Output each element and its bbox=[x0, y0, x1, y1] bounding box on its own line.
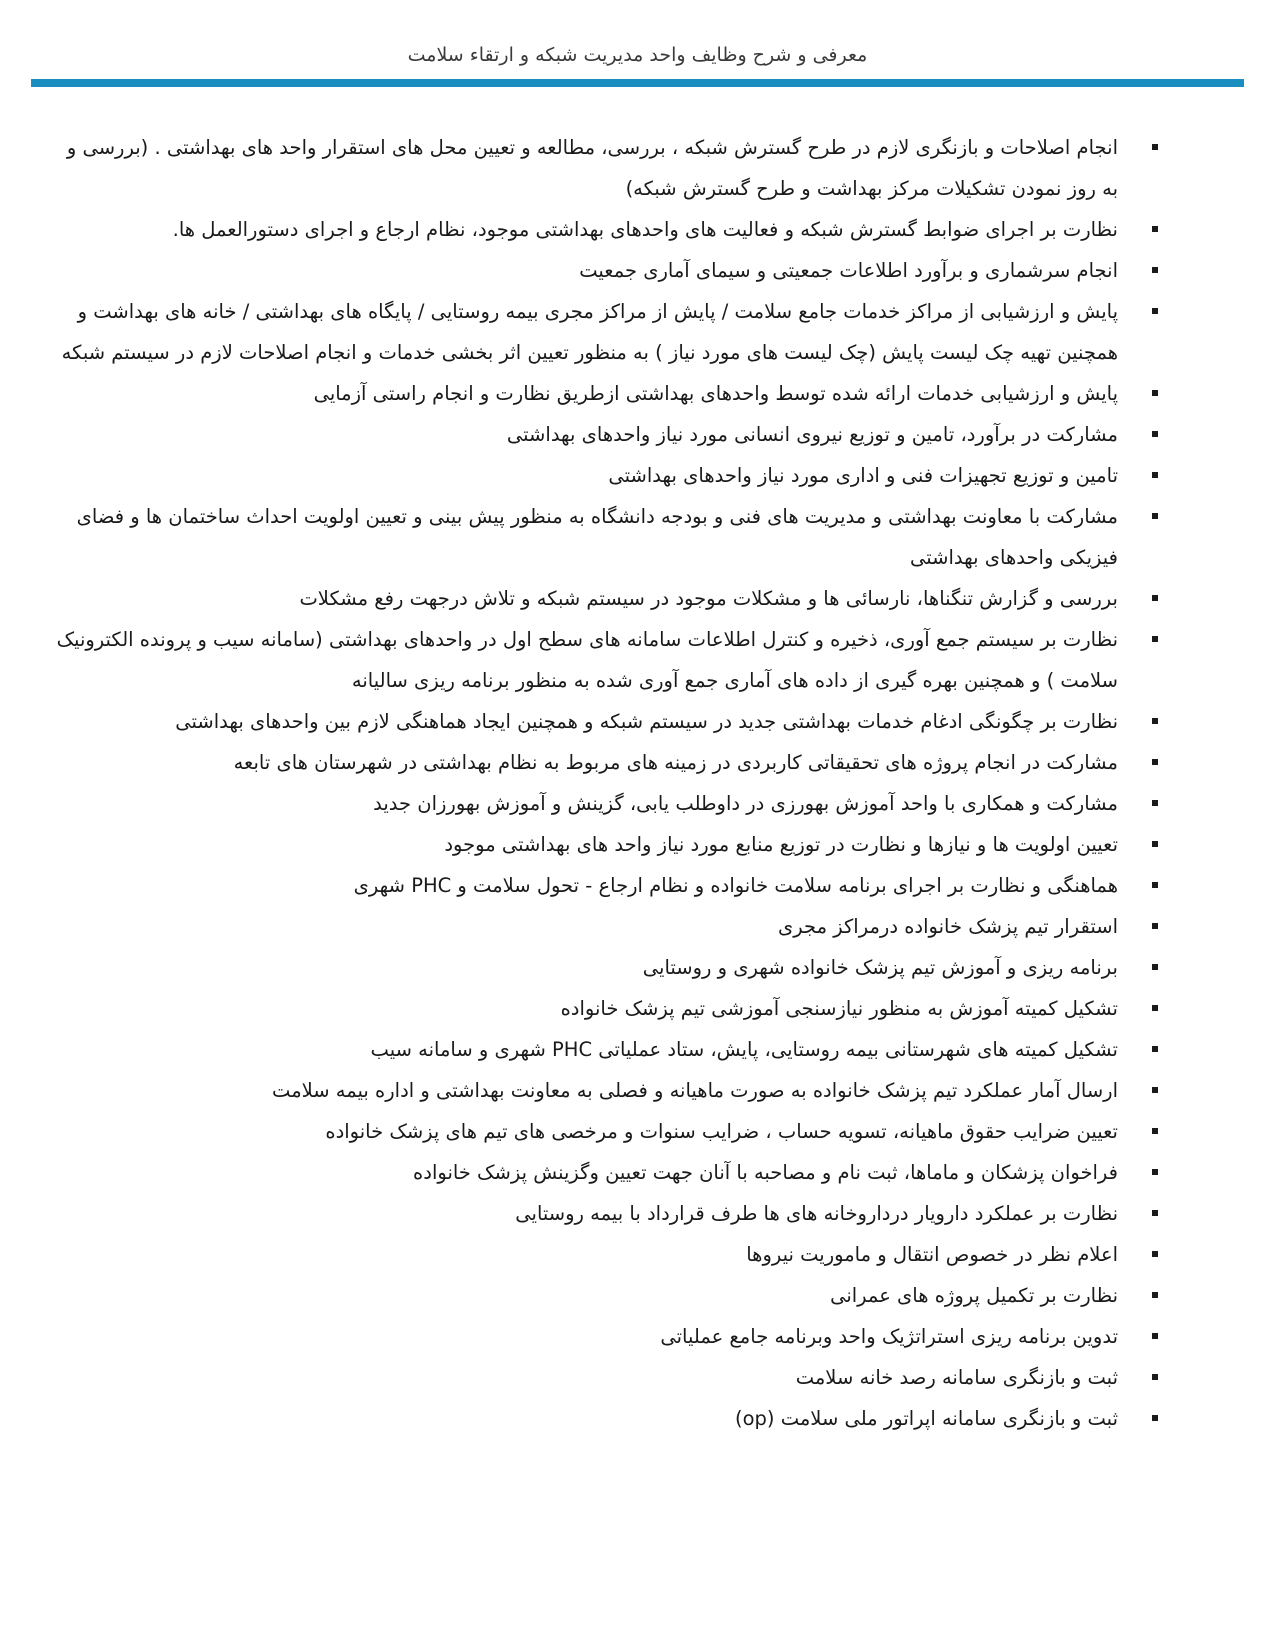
list-item bbox=[56, 906, 1158, 947]
square-bullet-icon bbox=[1152, 964, 1158, 970]
square-bullet-icon bbox=[1152, 513, 1158, 519]
duty-text: فراخوان پزشکان و ماماها، ثبت نام و مصاحبه با آنان جهت تعیین وگزینش پزشک خانواده bbox=[413, 1161, 1118, 1184]
list-item bbox=[56, 1234, 1158, 1275]
list-item bbox=[56, 1152, 1158, 1193]
square-bullet-icon bbox=[1152, 882, 1158, 888]
duty-text: نظارت بر سیستم جمع آوری، ذخیره و کنترل اطلاعات سامانه های سطح اول در واحدهای بهداشتی (سامانه سیب و پرونده الکترونیک سلامت ) و همچنین بهره گیری از داده های آماری جمع آوری شده به منظور برنامه ریزی سالیانه bbox=[56, 628, 1118, 692]
list-item bbox=[56, 209, 1158, 250]
list-item bbox=[56, 1316, 1158, 1357]
list-item bbox=[56, 496, 1158, 578]
square-bullet-icon bbox=[1152, 595, 1158, 601]
square-bullet-icon bbox=[1152, 1128, 1158, 1134]
square-bullet-icon bbox=[1152, 308, 1158, 314]
list-item bbox=[56, 988, 1158, 1029]
list-item bbox=[56, 127, 1158, 209]
duty-text: تامین و توزیع تجهیزات فنی و اداری مورد نیاز واحدهای بهداشتی bbox=[608, 464, 1118, 487]
duty-text: پایش و ارزشیابی خدمات ارائه شده توسط واحدهای بهداشتی ازطریق نظارت و انجام راستی آزمایی bbox=[313, 382, 1118, 405]
duty-text: پایش و ارزشیابی از مراکز خدمات جامع سلامت / پایش از مراکز مجری بیمه روستایی / پایگاه های بهداشتی / خانه های بهداشت و همچنین تهیه چک لیست پایش (چک لیست های مورد نیاز ) به منظور تعیین اثر بخشی خدمات و انجام اصلاحات لازم در سیستم شبکه bbox=[61, 300, 1118, 364]
duty-text: انجام سرشماری و برآورد اطلاعات جمعیتی و سیمای آماری جمعیت bbox=[579, 259, 1118, 282]
duty-text: نظارت بر چگونگی ادغام خدمات بهداشتی جدید در سیستم شبکه و همچنین ایجاد هماهنگی لازم بین واحدهای بهداشتی bbox=[175, 710, 1118, 733]
duty-text: تعیین ضرایب حقوق ماهیانه، تسویه حساب ، ضرایب سنوات و مرخصی های تیم های پزشک خانواده bbox=[325, 1120, 1118, 1143]
square-bullet-icon bbox=[1152, 226, 1158, 232]
square-bullet-icon bbox=[1152, 1415, 1158, 1421]
duty-text: نظارت بر اجرای ضوابط گسترش شبکه و فعالیت های واحدهای بهداشتی موجود، نظام ارجاع و اجرای دستورالعمل ها. bbox=[172, 218, 1118, 241]
duty-text: بررسی و گزارش تنگناها، نارسائی ها و مشکلات موجود در سیستم شبکه و تلاش درجهت رفع مشکلات bbox=[299, 587, 1118, 610]
duty-text: تعیین اولویت ها و نیازها و نظارت در توزیع منابع مورد نیاز واحد های بهداشتی موجود bbox=[444, 833, 1118, 856]
square-bullet-icon bbox=[1152, 636, 1158, 642]
square-bullet-icon bbox=[1152, 1046, 1158, 1052]
duty-text: مشارکت در انجام پروژه های تحقیقاتی کاربردی در زمینه های مربوط به نظام بهداشتی در شهرستان های تابعه bbox=[233, 751, 1118, 774]
list-item bbox=[56, 1070, 1158, 1111]
list-item bbox=[56, 783, 1158, 824]
duty-text: مشارکت در برآورد، تامین و توزیع نیروی انسانی مورد نیاز واحدهای بهداشتی bbox=[506, 423, 1118, 446]
list-item bbox=[56, 947, 1158, 988]
header-divider bbox=[31, 79, 1244, 87]
list-item bbox=[56, 619, 1158, 701]
list-item bbox=[56, 865, 1158, 906]
list-item bbox=[56, 291, 1158, 373]
duty-text: تشکیل کمیته آموزش به منظور نیازسنجی آموزشی تیم پزشک خانواده bbox=[560, 997, 1118, 1020]
square-bullet-icon bbox=[1152, 431, 1158, 437]
list-item bbox=[56, 455, 1158, 496]
list-item bbox=[56, 1357, 1158, 1398]
square-bullet-icon bbox=[1152, 1251, 1158, 1257]
square-bullet-icon bbox=[1152, 923, 1158, 929]
list-item bbox=[56, 414, 1158, 455]
square-bullet-icon bbox=[1152, 144, 1158, 150]
duty-text: اعلام نظر در خصوص انتقال و ماموریت نیروها bbox=[746, 1243, 1118, 1266]
list-item bbox=[56, 1275, 1158, 1316]
duty-text: استقرار تیم پزشک خانواده درمراکز مجری bbox=[778, 915, 1118, 938]
square-bullet-icon bbox=[1152, 718, 1158, 724]
list-item bbox=[56, 1029, 1158, 1070]
page-header-title: معرفی و شرح وظایف واحد مدیریت شبکه و ارتقاء سلامت bbox=[407, 44, 868, 66]
list-item bbox=[56, 578, 1158, 619]
square-bullet-icon bbox=[1152, 267, 1158, 273]
square-bullet-icon bbox=[1152, 800, 1158, 806]
duties-list bbox=[56, 127, 1158, 1439]
list-item bbox=[56, 1193, 1158, 1234]
list-item bbox=[56, 1398, 1158, 1439]
duty-text: نظارت بر عملکرد دارویار درداروخانه های ها طرف قرارداد با بیمه روستایی bbox=[515, 1202, 1118, 1225]
list-item bbox=[56, 824, 1158, 865]
duty-text: برنامه ریزی و آموزش تیم پزشک خانواده شهری و روستایی bbox=[642, 956, 1118, 979]
square-bullet-icon bbox=[1152, 390, 1158, 396]
list-item bbox=[56, 701, 1158, 742]
duty-text: مشارکت و همکاری با واحد آموزش بهورزی در داوطلب یابی، گزینش و آموزش بهورزان جدید bbox=[373, 792, 1118, 815]
square-bullet-icon bbox=[1152, 472, 1158, 478]
square-bullet-icon bbox=[1152, 1087, 1158, 1093]
list-item bbox=[56, 373, 1158, 414]
duty-text: ثبت و بازنگری سامانه اپراتور ملی سلامت (op) bbox=[734, 1407, 1118, 1430]
duty-text: نظارت بر تکمیل پروژه های عمرانی bbox=[830, 1284, 1118, 1307]
duty-text: ارسال آمار عملکرد تیم پزشک خانواده به صورت ماهیانه و فصلی به معاونت بهداشتی و اداره بیمه سلامت bbox=[272, 1079, 1118, 1102]
square-bullet-icon bbox=[1152, 1333, 1158, 1339]
list-item bbox=[56, 1111, 1158, 1152]
duty-text: مشارکت با معاونت بهداشتی و مدیریت های فنی و بودجه دانشگاه به منظور پیش بینی و تعیین اولویت احداث ساختمان ها و فضای فیزیکی واحدهای بهداشتی bbox=[76, 505, 1118, 569]
square-bullet-icon bbox=[1152, 1169, 1158, 1175]
duty-text: ثبت و بازنگری سامانه رصد خانه سلامت bbox=[795, 1366, 1118, 1389]
square-bullet-icon bbox=[1152, 1292, 1158, 1298]
square-bullet-icon bbox=[1152, 1210, 1158, 1216]
list-item bbox=[56, 250, 1158, 291]
square-bullet-icon bbox=[1152, 1374, 1158, 1380]
list-item bbox=[56, 742, 1158, 783]
square-bullet-icon bbox=[1152, 1005, 1158, 1011]
square-bullet-icon bbox=[1152, 759, 1158, 765]
duty-text: انجام اصلاحات و بازنگری لازم در طرح گسترش شبکه ، بررسی، مطالعه و تعیین محل های استقرار واحد های بهداشتی . (بررسی و به روز نمودن تشکیلات مرکز بهداشت و طرح گسترش شبکه) bbox=[66, 136, 1118, 200]
duty-text: تدوین برنامه ریزی استراتژیک واحد وبرنامه جامع عملیاتی bbox=[660, 1325, 1118, 1348]
square-bullet-icon bbox=[1152, 841, 1158, 847]
duty-text: هماهنگی و نظارت بر اجرای برنامه سلامت خانواده و نظام ارجاع - تحول سلامت و PHC شهری bbox=[353, 874, 1118, 897]
duty-text: تشکیل کمیته های شهرستانی بیمه روستایی، پایش، ستاد عملیاتی PHC شهری و سامانه سیب bbox=[370, 1038, 1118, 1061]
